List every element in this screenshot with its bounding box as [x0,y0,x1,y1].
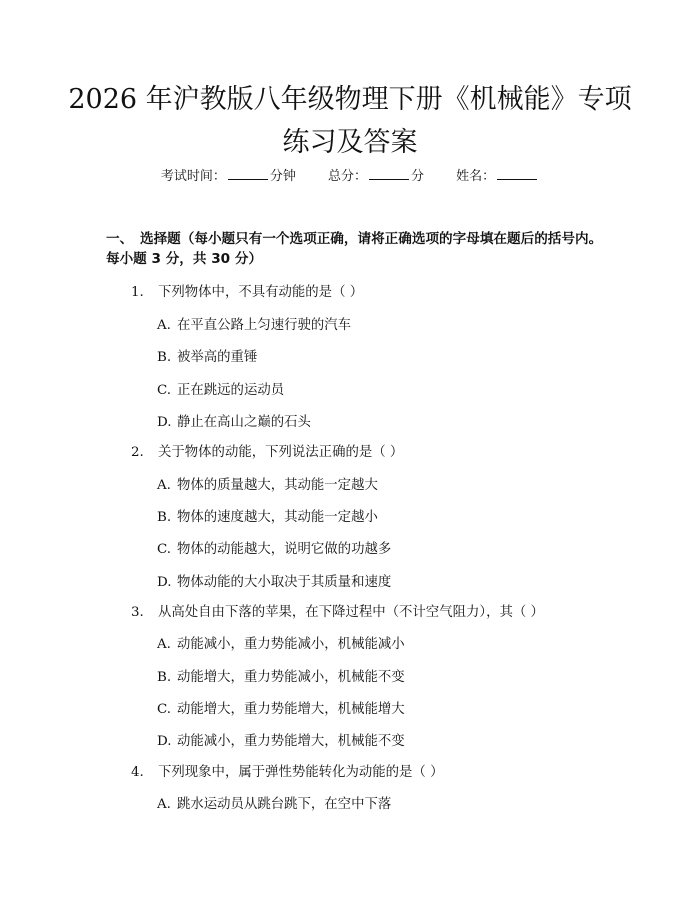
option-letter: A. [157,797,171,812]
option-text: 物体动能的大小取决于其质量和速度 [177,575,392,590]
score-blank [369,167,409,180]
option-letter: B. [157,510,172,525]
question-2-option-c [157,540,391,560]
question-4 [131,763,443,783]
question-1-option-c [157,381,284,401]
option-text: 静止在高山之巅的石头 [177,415,311,430]
option-letter: A. [157,637,171,652]
question-3-option-b [157,668,405,688]
score-label: 总分： [327,169,367,184]
exam-meta [0,167,700,187]
option-text: 物体的速度越大，其动能一定越小 [177,510,378,525]
question-number: 2. [131,445,144,460]
question-1 [131,283,363,303]
question-2-option-d [157,573,391,593]
section-heading [106,229,606,269]
option-text: 动能增大，重力势能减小，机械能不变 [177,670,405,685]
option-letter: A. [157,478,171,493]
question-3 [131,603,544,623]
option-letter: D. [157,734,172,749]
question-number: 1. [131,285,144,300]
option-text: 在平直公路上匀速行驶的汽车 [177,318,352,333]
exam-score [328,167,424,187]
option-text: 动能减小，重力势能增大，机械能不变 [177,734,405,749]
question-text: 关于物体的动能，下列说法正确的是（ ） [158,445,404,460]
time-label: 考试时间： [160,169,226,184]
exam-time [161,167,296,187]
option-text: 跳水运动员从跳台跳下，在空中下落 [177,797,392,812]
option-letter: A. [157,318,171,333]
question-4-option-a [157,795,391,815]
question-3-option-a [157,635,405,655]
section-heading-text: 选择题（每小题只有一个选项正确，请将正确选项的字母填在题后的括号内。每小题 3 分，共 30 分） [106,231,603,267]
question-3-option-c [157,700,405,720]
question-text: 下列物体中，不具有动能的是（ ） [158,285,364,300]
option-letter: C. [157,702,172,717]
question-2 [131,443,403,463]
section-number: 一、 [106,231,134,247]
question-number: 3. [131,605,144,620]
time-blank [228,167,268,180]
name-label: 姓名： [456,169,496,184]
time-unit: 分钟 [269,169,296,184]
option-letter: D. [157,415,172,430]
question-2-option-a [157,476,378,496]
question-text: 从高处自由下落的苹果，在下降过程中（不计空气阻力），其（ ） [158,605,544,620]
score-unit: 分 [411,169,425,184]
question-2-option-b [157,508,378,528]
name-blank [497,167,537,180]
option-letter: C. [157,383,172,398]
question-number: 4. [131,765,144,780]
option-text: 物体的质量越大，其动能一定越大 [177,478,378,493]
question-text: 下列现象中，属于弹性势能转化为动能的是（ ） [158,765,444,780]
option-letter: C. [157,542,172,557]
option-text: 正在跳远的运动员 [177,383,285,398]
option-text: 动能减小，重力势能减小，机械能减小 [177,637,405,652]
option-letter: D. [157,575,172,590]
option-text: 动能增大，重力势能增大，机械能增大 [177,702,405,717]
option-letter: B. [157,350,172,365]
exam-name [456,167,539,187]
page-title: 2026 年沪教版八年级物理下册《机械能》专项练习及答案 [68,84,632,158]
option-text: 被举高的重锤 [177,350,258,365]
option-text: 物体的动能越大，说明它做的功越多 [177,542,392,557]
option-letter: B. [157,670,172,685]
question-1-option-a [157,316,351,336]
question-1-option-d [157,413,311,433]
question-3-option-d [157,732,405,752]
question-1-option-b [157,348,257,368]
